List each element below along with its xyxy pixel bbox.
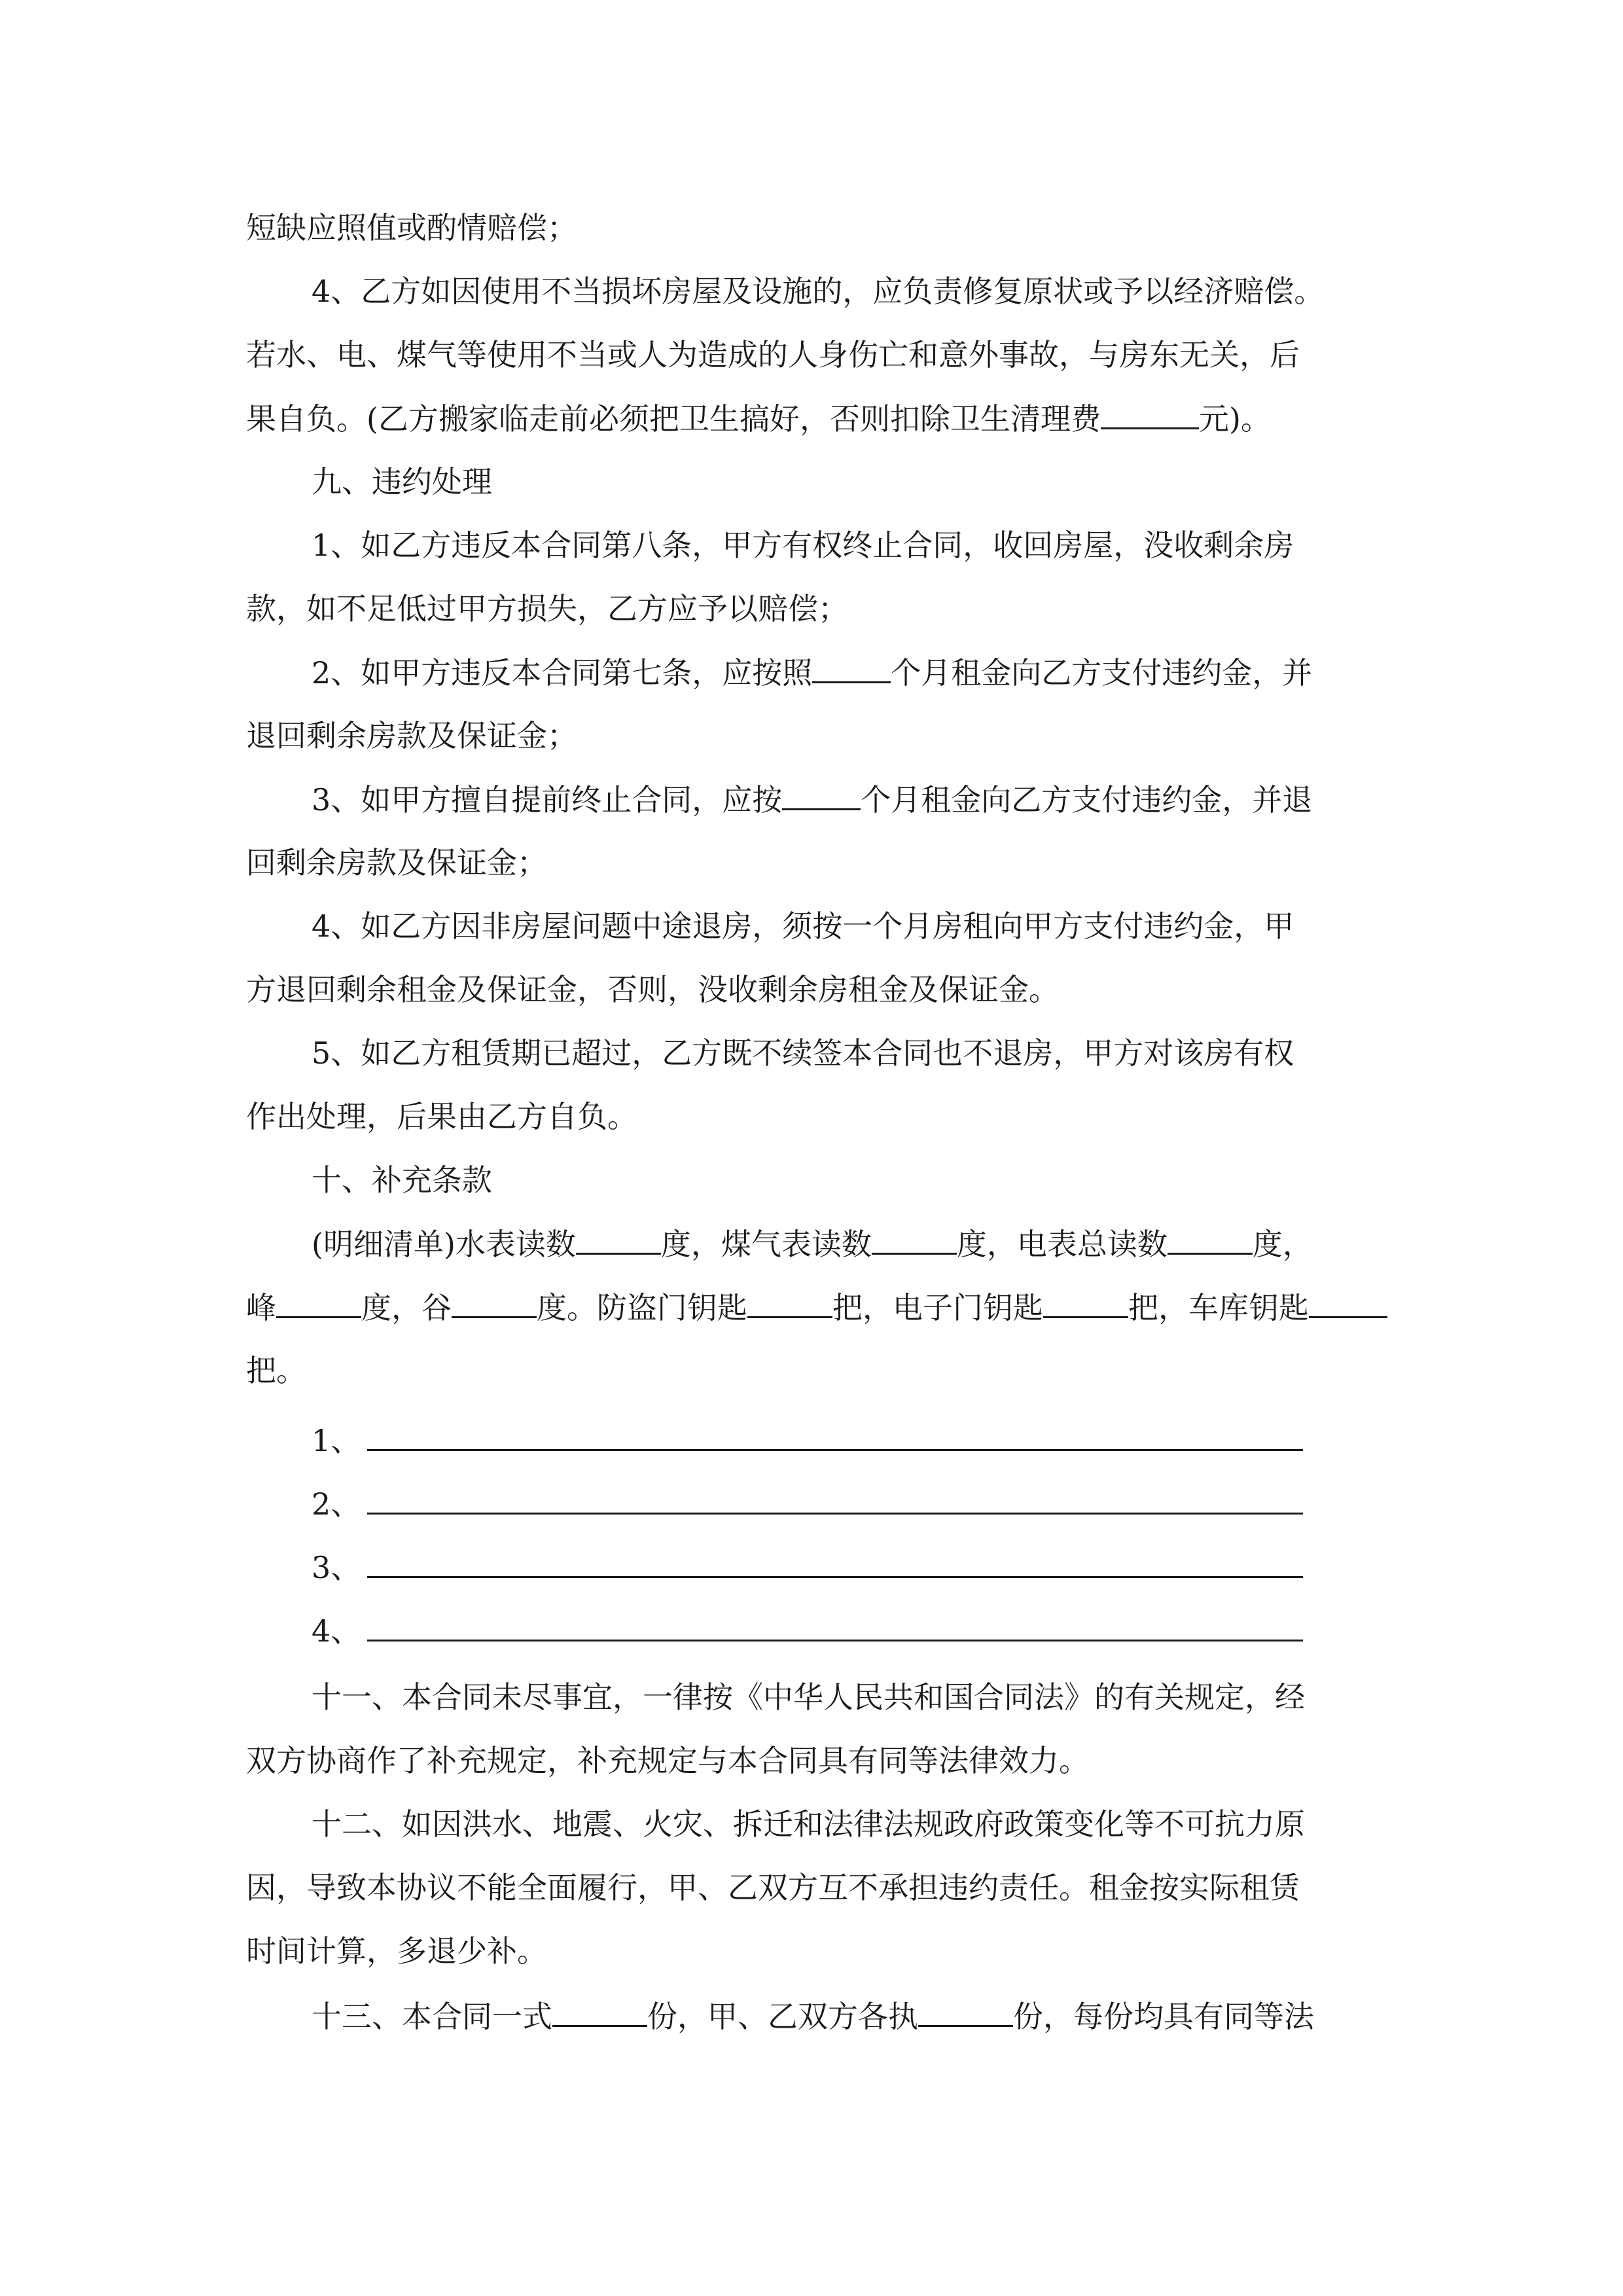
text-line	[246, 589, 1378, 628]
fill-blank	[812, 653, 891, 683]
text: 款，如不足低过甲方损失，乙方应予以赔偿；	[246, 591, 848, 626]
text: 个月租金向乙方支付违约金，并	[891, 655, 1313, 691]
text: 份，每份均具有同等法	[1013, 1999, 1314, 2034]
text-line	[246, 208, 1378, 247]
text: 度，电表总读数	[956, 1227, 1168, 1262]
fill-blank	[1101, 399, 1199, 429]
text-line	[312, 526, 1444, 565]
text: 十二、如因洪水、地震、火灾、拆迁和法律法规政府政策变化等不可抗力原	[312, 1806, 1305, 1842]
text: 十、补充条款	[312, 1162, 492, 1198]
text: 退回剩余房款及保证金；	[246, 718, 577, 753]
text: 度，谷	[361, 1290, 452, 1325]
section-heading	[312, 1160, 1444, 1200]
text-line	[312, 1804, 1444, 1844]
text-line	[246, 399, 1378, 439]
text: 作出处理，后果由乙方自负。	[246, 1099, 637, 1134]
blank-list-item	[312, 1547, 1444, 1587]
text: 若水、电、煤气等使用不当或人为造成的人身伤亡和意外事故，与房东无关，后	[246, 337, 1300, 372]
text-line	[246, 843, 1378, 882]
text: 时间计算，多退少补。	[246, 1933, 547, 1969]
text-line	[312, 272, 1444, 311]
blank-list-item	[312, 1611, 1444, 1651]
fill-blank	[552, 1996, 647, 2027]
text: 十三、本合同一式	[312, 1999, 552, 2034]
text: (明细清单)水表读数	[312, 1227, 576, 1262]
text: 3、	[312, 1550, 361, 1585]
section-heading	[312, 462, 1444, 501]
text: 双方协商作了补充规定，补充规定与本合同具有同等法律效力。	[246, 1743, 1089, 1778]
text: 度。防盗门钥匙	[537, 1290, 747, 1325]
text: 4、乙方如因使用不当损坏房屋及设施的，应负责修复原状或予以经济赔偿。	[312, 274, 1325, 309]
fill-blank	[276, 1287, 361, 1318]
text: 4、如乙方因非房屋问题中途退房，须按一个月房租向甲方支付违约金，甲	[312, 908, 1294, 944]
fill-blank	[782, 780, 861, 810]
text: 把，电子门钥匙	[832, 1290, 1043, 1325]
text-line	[246, 1351, 1378, 1390]
fill-blank	[452, 1287, 537, 1318]
text: 个月租金向乙方支付违约金，并退	[861, 782, 1313, 817]
text: 因，导致本协议不能全面履行，甲、乙双方互不承担违约责任。租金按实际租赁	[246, 1870, 1300, 1905]
fill-blank	[918, 1996, 1013, 2027]
fill-blank	[367, 1611, 1303, 1641]
fill-blank	[1168, 1224, 1253, 1255]
text-line	[312, 1677, 1444, 1717]
text-line	[312, 653, 1444, 692]
text-line	[246, 1287, 1378, 1327]
text: 1、	[312, 1423, 361, 1458]
text-line	[312, 1033, 1444, 1073]
text-line	[246, 1097, 1378, 1136]
blank-list-item	[312, 1420, 1444, 1460]
text-line	[246, 1741, 1378, 1780]
text-line	[246, 335, 1378, 374]
text-line	[312, 906, 1444, 946]
fill-blank	[747, 1287, 832, 1318]
blank-list-item	[312, 1484, 1444, 1524]
text: 5、如乙方租赁期已超过，乙方既不续签本合同也不退房，甲方对该房有权	[312, 1035, 1294, 1071]
text: 度，	[1252, 1227, 1313, 1262]
text: 回剩余房款及保证金；	[246, 845, 547, 880]
text: 3、如甲方擅自提前终止合同，应按	[312, 782, 783, 817]
text: 2、	[312, 1486, 361, 1522]
text: 把，车库钥匙	[1128, 1290, 1309, 1325]
text: 度，煤气表读数	[660, 1227, 872, 1262]
text-line	[312, 1224, 1444, 1264]
text: 峰	[246, 1290, 276, 1325]
text-line	[312, 1996, 1444, 2036]
text-line	[246, 1931, 1378, 1971]
fill-blank	[576, 1224, 661, 1255]
text: 果自负。(乙方搬家临走前必须把卫生搞好，否则扣除卫生清理费	[246, 401, 1101, 437]
text: 2、如甲方违反本合同第七条，应按照	[312, 655, 813, 691]
text: 短缺应照值或酌情赔偿；	[246, 210, 577, 245]
text: 十一、本合同未尽事宜，一律按《中华人民共和国合同法》的有关规定，经	[312, 1679, 1305, 1715]
text: 1、如乙方违反本合同第八条，甲方有权终止合同，收回房屋，没收剩余房	[312, 528, 1294, 563]
text-line	[246, 716, 1378, 755]
fill-blank	[367, 1547, 1303, 1578]
fill-blank	[872, 1224, 957, 1255]
text: 份，甲、乙双方各执	[647, 1999, 918, 2034]
text: 把。	[246, 1353, 306, 1388]
text-line	[246, 1868, 1378, 1907]
fill-blank	[367, 1484, 1303, 1515]
text: 4、	[312, 1613, 361, 1649]
fill-blank	[1043, 1287, 1128, 1318]
text: 元)。	[1198, 401, 1271, 437]
fill-blank	[367, 1420, 1303, 1451]
text-line	[312, 780, 1444, 819]
text: 方退回剩余租金及保证金，否则，没收剩余房租金及保证金。	[246, 972, 1059, 1007]
text-line	[246, 970, 1378, 1009]
text: 九、违约处理	[312, 464, 492, 499]
fill-blank	[1309, 1287, 1387, 1318]
